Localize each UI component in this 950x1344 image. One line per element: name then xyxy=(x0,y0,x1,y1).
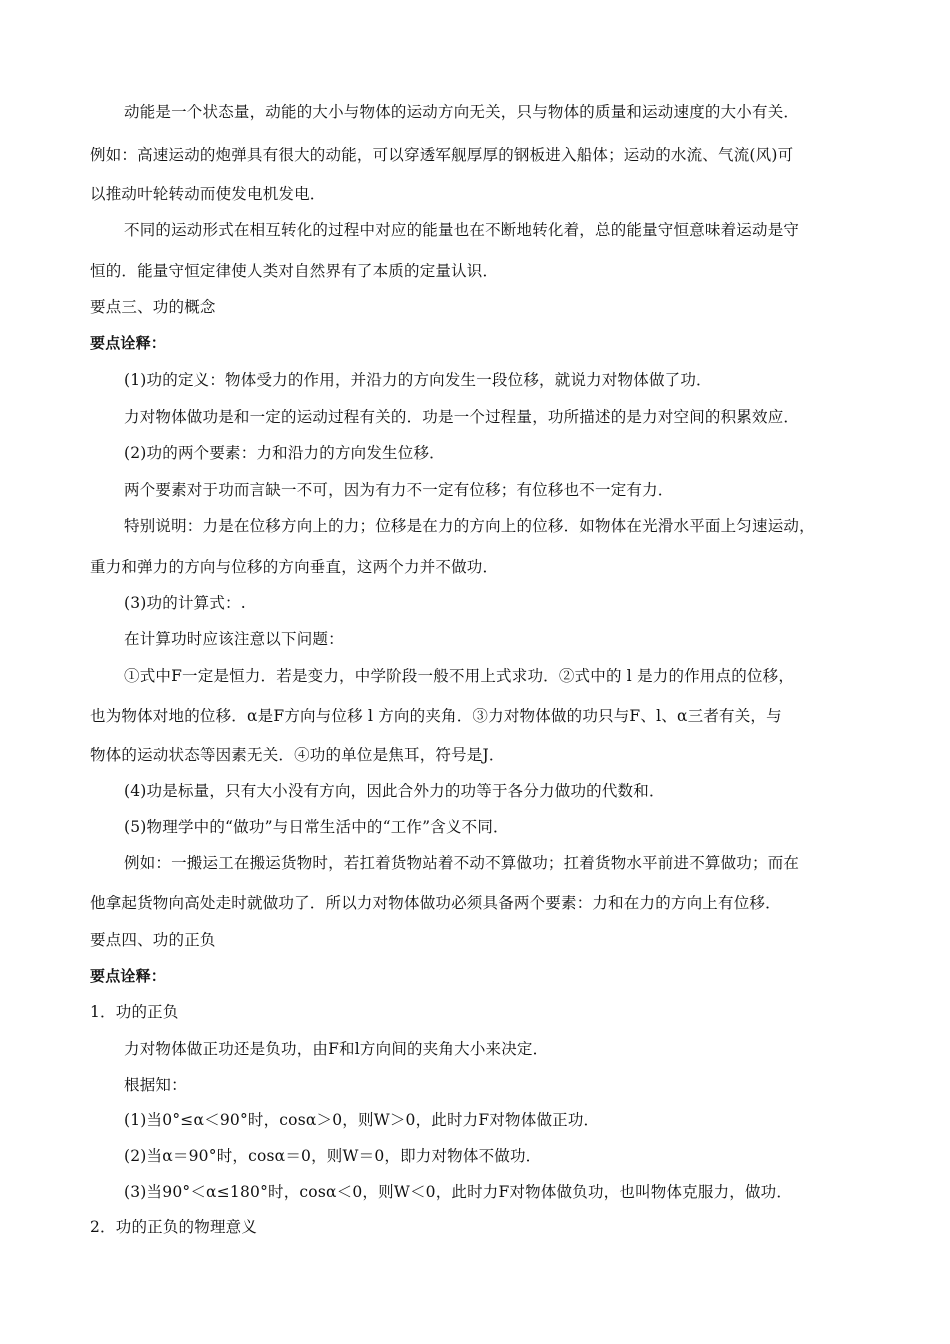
paragraph-line: (2)当α＝90°时，cosα＝0，则W＝0，即力对物体不做功． xyxy=(124,1147,542,1165)
paragraph-line: 他拿起货物向高处走时就做功了．所以力对物体做功必须具备两个要素：力和在力的方向上有位移． xyxy=(90,894,781,912)
paragraph-line: (4)功是标量，只有大小没有方向，因此合外力的功等于各分力做功的代数和． xyxy=(124,782,665,800)
section-subheading: 要点诠释： xyxy=(90,334,167,352)
paragraph-line: 例如：高速运动的炮弹具有很大的动能，可以穿透军舰厚厚的钢板进入船体；运动的水流、气流(风)可 xyxy=(90,146,794,164)
paragraph-line: 力对物体做正功还是负功，由F和l方向间的夹角大小来决定． xyxy=(124,1040,549,1058)
paragraph-line: 物体的运动状态等因素无关．④功的单位是焦耳，符号是J． xyxy=(90,746,505,764)
paragraph-line: 动能是一个状态量，动能的大小与物体的运动方向无关，只与物体的质量和运动速度的大小有关． xyxy=(124,103,800,121)
paragraph-line: 特别说明：力是在位移方向上的力；位移是在力的方向上的位移．如物体在光滑水平面上匀速运动， xyxy=(124,517,815,535)
section-heading: 要点三、功的概念 xyxy=(90,298,216,316)
paragraph-line: 也为物体对地的位移．α是F方向与位移 l 方向的夹角．③力对物体做的功只与F、l、α三者有关，与 xyxy=(90,707,782,725)
paragraph-line: (1)当0°≤α＜90°时，cosα＞0，则W＞0，此时力F对物体做正功． xyxy=(124,1111,600,1129)
paragraph-line: ①式中F一定是恒力．若是变力，中学阶段一般不用上式求功．②式中的 l 是力的作用点的位移， xyxy=(124,667,795,685)
paragraph-line: 恒的．能量守恒定律使人类对自然界有了本质的定量认识． xyxy=(90,262,499,280)
paragraph-line: (3)功的计算式：. xyxy=(124,594,246,612)
paragraph-line: 不同的运动形式在相互转化的过程中对应的能量也在不断地转化着，总的能量守恒意味着运动是守 xyxy=(124,221,800,239)
numbered-heading: 2．功的正负的物理意义 xyxy=(90,1218,258,1236)
paragraph-line: (2)功的两个要素：力和沿力的方向发生位移． xyxy=(124,444,445,462)
paragraph-line: (3)当90°＜α≤180°时，cosα＜0，则W＜0，此时力F对物体做负功，也叫物体克服力，做功． xyxy=(124,1183,793,1201)
section-subheading: 要点诠释： xyxy=(90,967,167,985)
paragraph-line: 重力和弹力的方向与位移的方向垂直，这两个力并不做功． xyxy=(90,558,499,576)
numbered-heading: 1．功的正负 xyxy=(90,1003,179,1021)
paragraph-line: (5)物理学中的“做功”与日常生活中的“工作”含义不同． xyxy=(124,818,509,836)
paragraph-line: 例如：一搬运工在搬运货物时，若扛着货物站着不动不算做功；扛着货物水平前进不算做功；而在 xyxy=(124,854,800,872)
paragraph-line: (1)功的定义：物体受力的作用，并沿力的方向发生一段位移，就说力对物体做了功． xyxy=(124,371,712,389)
paragraph-line: 力对物体做功是和一定的运动过程有关的．功是一个过程量，功所描述的是力对空间的积累效应． xyxy=(124,408,800,426)
paragraph-line: 两个要素对于功而言缺一不可，因为有力不一定有位移；有位移也不一定有力． xyxy=(124,481,674,499)
section-heading: 要点四、功的正负 xyxy=(90,931,216,949)
paragraph-line: 根据知： xyxy=(124,1076,187,1094)
paragraph-line: 在计算功时应该注意以下问题： xyxy=(124,630,344,648)
paragraph-line: 以推动叶轮转动而使发电机发电． xyxy=(90,185,326,203)
